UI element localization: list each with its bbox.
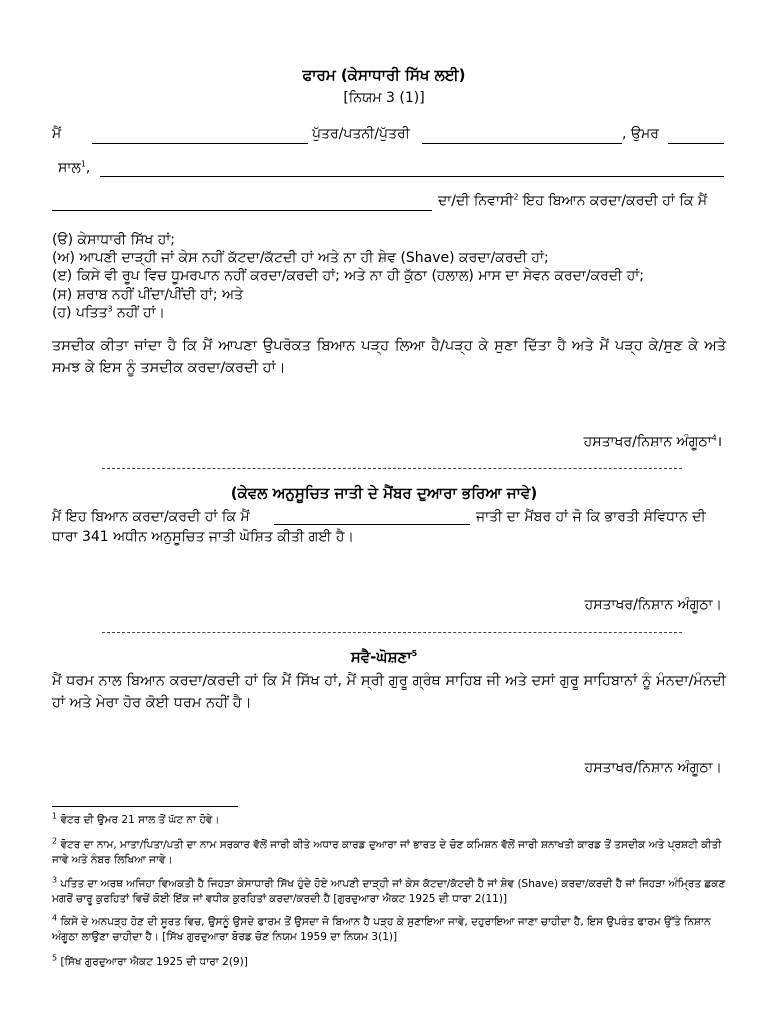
sc-line-end: ਜਾਤੀ ਦਾ ਮੈਂਬਰ ਹਾਂ ਜੋ ਕਿ ਭਾਰਤੀ ਸੰਵਿਧਾਨ ਦੀ [476, 509, 706, 525]
footnote-3-num: 3 [52, 875, 58, 885]
footnote-ref-2: 2 [513, 192, 519, 202]
footnote-4-num: 4 [52, 913, 58, 923]
footnote-4 [52, 915, 728, 945]
signature-2: ਹਸਤਾਖਰ/ਨਿਸ਼ਾਨ ਅੰਗੂਠਾ। [584, 597, 722, 613]
self-declaration-title: ਸਵੈ-ਘੋਸ਼ਣਾ [350, 648, 412, 666]
clause-e [52, 304, 165, 322]
self-declaration-heading [0, 648, 768, 666]
year-label-wrap: ਸਾਲ$^1$, [58, 159, 91, 176]
clause-c: (ੲ) ਕਿਸੇ ਵੀ ਰੂਪ ਵਿਚ ਧੂਮਰਪਾਨ ਨਹੀਂ ਕਰਦਾ/ਕਰਦੀ ਹਾਂ; ਅਤੇ ਨਾ ਹੀ ਕੁੱਠਾ (ਹਲਾਲ) ਮਾਸ ਦਾ ਸੇਵਨ ਕਰਦਾ/ਕਰਦੀ ਹਾਂ; [52, 268, 645, 284]
residence-field[interactable] [52, 210, 432, 211]
name-field[interactable] [92, 143, 308, 144]
resident-tail: ਇਹ ਬਿਆਨ ਕਰਦਾ/ਕਰਦੀ ਹਾਂ ਕਿ ਮੈਂ [518, 193, 708, 209]
age-label: , ਉਮਰ [622, 126, 659, 142]
footnote-4-text: ਕਿਸੇ ਦੇ ਅਨਪੜ੍ਹ ਹੋਣ ਦੀ ਸੂਰਤ ਵਿਚ, ਉਸਨੂੰ ਉਸਦੇ ਫਾਰਮ ਤੋਂ ਉਸਦਾ ਜੋ ਬਿਆਨ ਹੈ ਪੜ੍ਹ ਕੇ ਸੁਣਾਇਆ ਜਾਵੇ, ਦਹੁਰਾਇਆ ਜਾਣਾ ਚਾਹੀਦਾ ਹੈ, ਇਸ ਉਪਰੰਤ ਫਾਰਮ ਉੱਤੇ ਨਿਸ਼ਾਨ ਅੰਗੂਠਾ ਲਾਉਣਾ ਚਾਹੀਦਾ ਹੈ। [ਸਿੱਖ ਗੁਰਦੁਆਰਾ ਬੋਰਡ ਚੋਣ ਨਿਯਮ 1959 ਦਾ ਨਿਯਮ 3(1)] [52, 916, 711, 943]
signature-3: ਹਸਤਾਖਰ/ਨਿਸ਼ਾਨ ਅੰਗੂਠਾ। [584, 760, 722, 776]
signature-1: ਹਸਤਾਖਰ/ਨਿਸ਼ਾਨ ਅੰਗੂਠਾ$^4$। [583, 433, 722, 450]
divider-1 [102, 468, 682, 469]
clause-e-prefix: (ਹ) ਪਤਿਤ [52, 305, 108, 321]
footnote-1 [52, 813, 728, 828]
year-label: ਸਾਲ [58, 160, 81, 176]
sc-heading: (ਕੇਵਲ ਅਨੁਸੂਚਿਤ ਜਾਤੀ ਦੇ ਮੈਂਬਰ ਦੁਆਰਾ ਭਰਿਆ ਜਾਵੇ) [230, 484, 538, 502]
caste-field[interactable] [274, 524, 470, 525]
sc-line-start: ਮੈਂ ਇਹ ਬਿਆਨ ਕਰਦਾ/ਕਰਦੀ ਹਾਂ ਕਿ ਮੈਂ [52, 509, 250, 525]
age-field[interactable] [668, 143, 724, 144]
clause-b: (ਅ) ਆਪਣੀ ਦਾੜ੍ਹੀ ਜਾਂ ਕੇਸ ਨਹੀਂ ਕੱਟਦਾ/ਕੱਟਦੀ ਹਾਂ ਅਤੇ ਨਾ ਹੀ ਸ਼ੇਵ (Shave) ਕਰਦਾ/ਕਰਦੀ ਹਾਂ; [52, 250, 549, 266]
form-rule: [ਨਿਯਮ 3 (1)] [343, 90, 425, 106]
footnote-1-text: ਵੋਟਰ ਦੀ ਉਮਰ 21 ਸਾਲ ਤੋਂ ਘੱਟ ਨਾ ਹੋਵੇ। [60, 814, 220, 826]
clause-e-suffix: ਨਹੀਂ ਹਾਂ। [112, 305, 165, 321]
footnote-2 [52, 838, 728, 868]
relation-name-field[interactable] [422, 143, 622, 144]
i-label: ਮੈਂ [52, 126, 62, 142]
address-field[interactable] [100, 176, 724, 177]
footnote-1-num: 1 [52, 811, 58, 821]
clause-a: (ੳ) ਕੇਸਾਧਾਰੀ ਸਿੱਖ ਹਾਂ; [52, 232, 176, 248]
signature-1-label: ਹਸਤਾਖਰ/ਨਿਸ਼ਾਨ ਅੰਗੂਠਾ [583, 434, 712, 450]
footnote-ref-4: 4 [711, 433, 717, 443]
footnote-5-num: 5 [52, 953, 58, 963]
clause-d: (ਸ) ਸ਼ਰਾਬ ਨਹੀਂ ਪੀਂਦਾ/ਪੀਂਦੀ ਹਾਂ; ਅਤੇ [52, 287, 244, 303]
footnote-separator [52, 806, 238, 807]
footnote-2-text: ਵੋਟਰ ਦਾ ਨਾਮ, ਮਾਤਾ/ਪਿਤਾ/ਪਤੀ ਦਾ ਨਾਮ ਸਰਕਾਰ ਵੱਲੋਂ ਜਾਰੀ ਕੀਤੇ ਅਧਾਰ ਕਾਰਡ ਦੁਆਰਾ ਜਾਂ ਭਾਰਤ ਦੇ ਚੋਣ ਕਮਿਸ਼ਨ ਵੱਲੋਂ ਜਾਰੀ ਸ਼ਨਾਖਤੀ ਕਾਰਡ ਤੋਂ ਤਸਦੀਕ ਅਤੇ ਪ੍ਰਸ਼ਟੀ ਕੀਤੀ ਜਾਵੇ ਅਤੇ ਨੰਬਰ ਲਿਖਿਆ ਜਾਵੇ। [52, 839, 722, 866]
sc-line-2: ਧਾਰਾ 341 ਅਧੀਨ ਅਨੁਸੂਚਿਤ ਜਾਤੀ ਘੋਸ਼ਿਤ ਕੀਤੀ ਗਈ ਹੈ। [52, 529, 354, 545]
footnote-ref-3: 3 [107, 304, 113, 314]
footnote-3 [52, 877, 728, 907]
relation-label: ਪੁੱਤਰ/ਪਤਨੀ/ਪੁੱਤਰੀ [312, 126, 410, 142]
resident-text [438, 193, 707, 209]
divider-2 [102, 632, 682, 633]
self-declaration-text: ਮੈਂ ਧਰਮ ਨਾਲ ਬਿਆਨ ਕਰਦਾ/ਕਰਦੀ ਹਾਂ ਕਿ ਮੈਂ ਸਿੱਖ ਹਾਂ, ਮੈਂ ਸ੍ਰੀ ਗੁਰੂ ਗ੍ਰੰਥ ਸਾਹਿਬ ਜੀ ਅਤੇ ਦਸਾਂ ਗੁਰੂ ਸਾਹਿਬਾਨਾਂ ਨੂੰ ਮੰਨਦਾ/ਮੰਨਦੀ ਹਾਂ ਅਤੇ ਮੇਰਾ ਹੋਰ ਕੋਈ ਧਰਮ ਨਹੀਂ ਹੈ। [52, 673, 726, 711]
form-title: ਫਾਰਮ (ਕੇਸਾਧਾਰੀ ਸਿੱਖ ਲਈ) [302, 66, 466, 84]
resident-label: ਦਾ/ਦੀ ਨਿਵਾਸੀ [438, 193, 514, 209]
footnote-ref-5: 5 [411, 649, 418, 658]
footnote-ref-1: 1 [80, 159, 86, 169]
verification-text: ਤਸਦੀਕ ਕੀਤਾ ਜਾਂਦਾ ਹੈ ਕਿ ਮੈਂ ਆਪਣਾ ਉਪਰੋਕਤ ਬਿਆਨ ਪੜ੍ਹ ਲਿਆ ਹੈ/ਪੜ੍ਹ ਕੇ ਸੁਣਾ ਦਿੱਤਾ ਹੈ ਅਤੇ ਮੈਂ ਪੜ੍ਹ ਕੇ/ਸੁਣ ਕੇ ਅਤੇ ਸਮਝ ਕੇ ਇਸ ਨੂੰ ਤਸਦੀਕ ਕਰਦਾ/ਕਰਦੀ ਹਾਂ। [52, 338, 726, 376]
footnote-5 [52, 955, 728, 970]
footnote-3-text: ਪਤਿਤ ਦਾ ਅਰਥ ਅਜਿਹਾ ਵਿਅਕਤੀ ਹੈ ਜਿਹੜਾ ਕੇਸਾਧਾਰੀ ਸਿੱਖ ਹੁੰਦੇ ਹੋਏ ਆਪਣੀ ਦਾੜ੍ਹੀ ਜਾਂ ਕੇਸ ਕੱਟਦਾ/ਕੱਟਦੀ ਹੈ ਜਾਂ ਸ਼ੇਵ (Shave) ਕਰਦਾ/ਕਰਦੀ ਹੈ ਜਾਂ ਜਿਹੜਾ ਅੰਮ੍ਰਿਤ ਛਕਣ ਮਗਰੋਂ ਚਾਰੂ ਕੁਰਹਿਤਾਂ ਵਿਚੋਂ ਕੋਈ ਇੱਕ ਜਾਂ ਵਧੀਕ ਕੁਰਹਿਤਾਂ ਕਰਦਾ/ਕਰਦੀ ਹੈ [ਗੁਰਦੁਆਰਾ ਐਕਟ 1925 ਦੀ ਧਾਰਾ 2(11)] [52, 878, 726, 905]
footnote-5-text: [ਸਿੱਖ ਗੁਰਦੁਆਰਾ ਐਕਟ 1925 ਦੀ ਧਾਰਾ 2(9)] [60, 956, 248, 968]
footnote-2-num: 2 [52, 836, 58, 846]
